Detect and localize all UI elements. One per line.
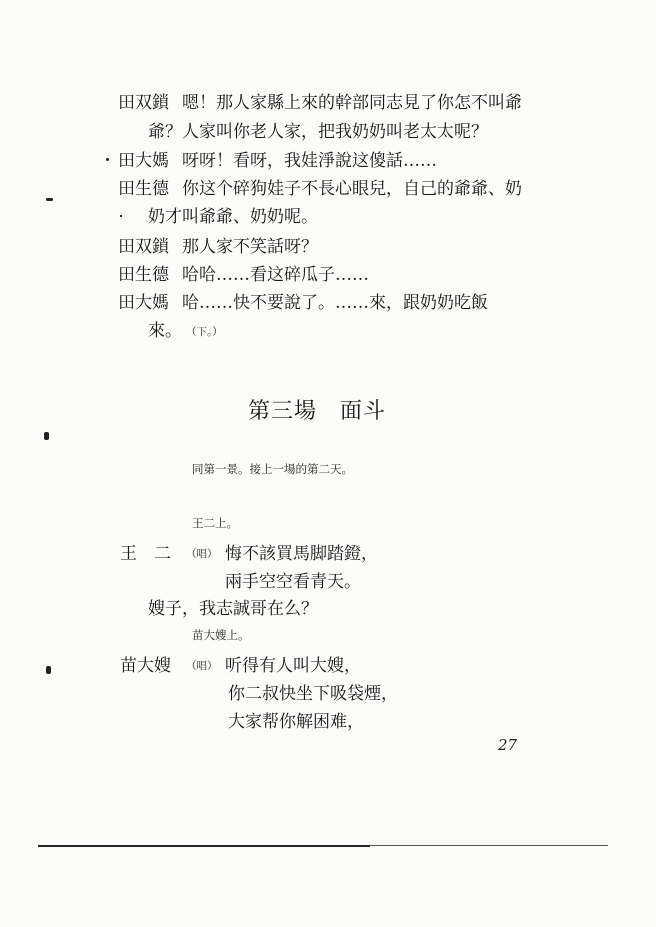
speaker-label: 田双鎖 — [118, 237, 169, 257]
bottom-rule — [38, 845, 370, 847]
spoken-line: 嫂子，我志誠哥在么？ — [148, 599, 318, 619]
scan-speck — [106, 158, 109, 161]
lyric-line: 悔不該買馬脚踏鐙， — [225, 544, 378, 564]
speaker-label: 王 二 — [120, 544, 171, 564]
scene-direction: 同第一景。接上一場的第二天。 — [192, 462, 353, 476]
scene-title: 第三場 面斗 — [248, 399, 387, 424]
speaker-label: 田大媽 — [118, 293, 169, 313]
singing-cue: （唱） — [186, 660, 218, 672]
scan-speck — [120, 215, 122, 217]
singing-cue: （唱） — [186, 548, 218, 560]
speaker-label: 田生德 — [118, 265, 169, 285]
scan-speck — [46, 666, 51, 674]
speaker-label: 田生德 — [118, 179, 169, 199]
lyric-line: 你二叔快坐下吸袋煙， — [228, 684, 398, 704]
dialogue-line: 那人家不笑話呀？ — [182, 237, 318, 257]
lyric-line: 大家帮你解困难， — [228, 712, 364, 732]
dialogue-line: 呀呀！看呀，我娃淨說这傻話…… — [182, 151, 437, 171]
stage-direction: （下。） — [186, 326, 223, 338]
lyric-line: 听得有人叫大嫂， — [225, 656, 361, 676]
page-number: 27 — [498, 736, 518, 754]
dialogue-line: 哈……快不要說了。……來，跟奶奶吃飯 — [182, 293, 488, 313]
dialogue-line: 哈哈……看这碎瓜子…… — [182, 265, 369, 285]
dialogue-line: 來。 — [148, 321, 182, 341]
bottom-rule — [370, 845, 608, 846]
stage-direction-entry: 苗大嫂上。 — [192, 628, 250, 642]
dialogue-line: 嗯！那人家縣上來的幹部同志見了你怎不叫爺 — [182, 93, 522, 113]
dialogue-line: 你这个碎狗娃子不長心眼兒，自己的爺爺、奶 — [182, 179, 522, 199]
speaker-label: 田大媽 — [118, 151, 169, 171]
lyric-line: 兩手空空看青天。 — [225, 572, 361, 592]
dialogue-line: 爺？人家叫你老人家，把我奶奶叫老太太呢？ — [148, 122, 488, 142]
scan-speck — [44, 432, 49, 440]
stage-direction-entry: 王二上。 — [192, 516, 238, 530]
scan-speck — [46, 198, 53, 201]
speaker-label: 苗大嫂 — [120, 656, 171, 676]
dialogue-line: 奶才叫爺爺、奶奶呢。 — [148, 207, 318, 227]
speaker-label: 田双鎖 — [118, 93, 169, 113]
